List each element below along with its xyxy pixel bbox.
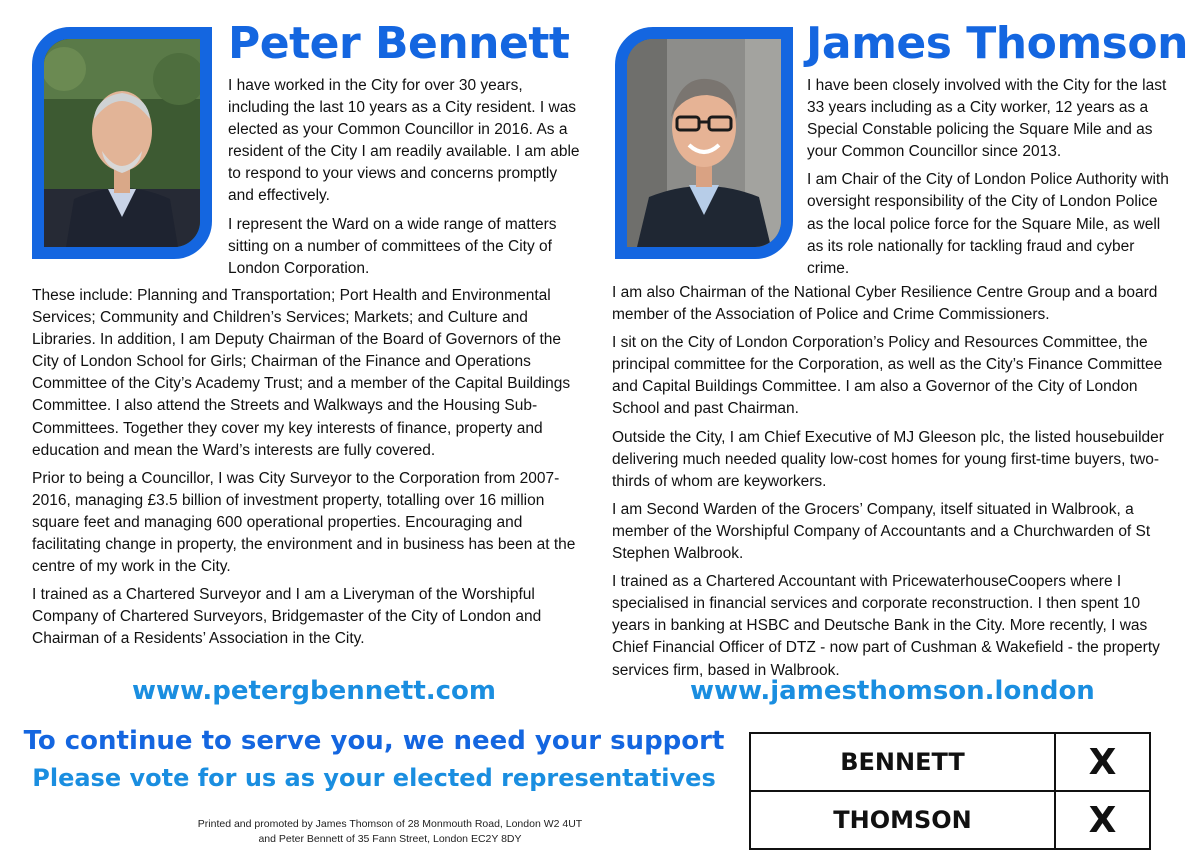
- bio-paragraph: I trained as a Chartered Surveyor and I am a Liveryman of the Worshipful Company of Chartered Surveyors, Bridgemaster of the City of London and Chairman of a Residents’ Association in the City.: [32, 586, 542, 648]
- candidate-name: Peter Bennett: [228, 18, 570, 69]
- intro-paragraph: I have been closely involved with the City for the last 33 years including as a City worker, 12 years as a Special Constable policing the Square Mile and as your Common Councillor since 2013.: [807, 77, 1167, 161]
- ballot-box: [749, 732, 1151, 850]
- intro-paragraph: I represent the Ward on a wide range of matters sitting on a number of committees of the City of London Corporation.: [228, 215, 557, 277]
- candidate-name: James Thomson: [806, 18, 1188, 69]
- candidate-bio: [32, 285, 580, 657]
- slogan-subheadline: Please vote for us as your elected representatives: [32, 764, 716, 792]
- candidate-photo-bennett: [32, 27, 212, 259]
- imprint-line: and Peter Bennett of 35 Fann Street, London EC2Y 8DY: [258, 833, 522, 845]
- candidate-intro: [228, 75, 580, 286]
- portrait-thomson-image: [627, 39, 781, 247]
- bio-paragraph: I sit on the City of London Corporation’s Policy and Resources Committee, the principal committee for the Corporation, as well as the City’s Finance Committee and Capital Buildings Committee. I am also a Governor of the City of London School and past Chairman.: [612, 334, 1163, 418]
- candidate-intro: [807, 75, 1177, 286]
- bio-paragraph: These include: Planning and Transportation; Port Health and Environmental Services; Community and Children’s Services; Markets; and Culture and Libraries. In addition, I am Deputy Chairman of the Board of Governors of the City of London School for Girls; Chairman of the Finance and Operations Committee of the City’s Academy Trust; and a member of the Capital Buildings Committee. I also attend the Streets and Walkways and the Housing Sub-Committees. Together they cover my key interests of finance, property and education and mean the Ward’s interests are fully covered.: [32, 287, 571, 459]
- ballot-row: [750, 791, 1150, 849]
- bio-paragraph: Prior to being a Councillor, I was City Surveyor to the Corporation from 2007-2016, managing £3.5 billion of investment property, totalling over 16 million square feet and managing 600 operational properties. Encouraging and facilitating change in property, the environment and in business has been at the centre of my work in the City.: [32, 469, 576, 576]
- ballot-vote-mark: X: [1055, 791, 1150, 849]
- bio-paragraph: I am also Chairman of the National Cyber Resilience Centre Group and a board member of the Association of Police and Crime Commissioners.: [612, 284, 1158, 324]
- bio-paragraph: I trained as a Chartered Accountant with PricewaterhouseCoopers where I specialised in financial services and corporate reconstruction. I then spent 10 years in banking at HSBC and Deutsche Bank in the City. More recently, I was Chief Financial Officer of DTZ - now part of Cushman & Wakefield - the property services firm, based in Walbrook.: [612, 573, 1160, 679]
- ballot-row: [750, 733, 1150, 791]
- intro-paragraph: I am Chair of the City of London Police Authority with oversight responsibility of the City of London Police as the local police force for the Square Mile, as well as its role nationally for tackling fraud and cyber crime.: [807, 171, 1169, 277]
- website-link-thomson[interactable]: www.jamesthomson.london: [690, 676, 1095, 706]
- candidate-photo-thomson: [615, 27, 793, 259]
- imprint-line: Printed and promoted by James Thomson of 28 Monmouth Road, London W2 4UT: [197, 818, 583, 830]
- candidate-bio: [612, 282, 1177, 688]
- imprint-notice: [160, 817, 620, 847]
- portrait-bennett-image: [44, 39, 200, 247]
- website-link-bennett[interactable]: www.petergbennett.com: [132, 676, 497, 706]
- bio-paragraph: Outside the City, I am Chief Executive of MJ Gleeson plc, the listed housebuilder delivering much needed quality low-cost homes for young first-time buyers, two-thirds of whom are keyworkers.: [612, 428, 1164, 490]
- ballot-vote-mark: X: [1055, 733, 1150, 791]
- slogan-headline: To continue to serve you, we need your support: [23, 726, 725, 756]
- intro-paragraph: I have worked in the City for over 30 years, including the last 10 years as a City resident. I was elected as your Common Councillor in 2016. As a resident of the City I am readily available. I am able to respond to your views and concerns promptly and effectively.: [228, 77, 580, 205]
- ballot-candidate-name: THOMSON: [750, 791, 1055, 849]
- ballot-candidate-name: BENNETT: [750, 733, 1055, 791]
- bio-paragraph: I am Second Warden of the Grocers’ Company, itself situated in Walbrook, a member of the Worshipful Company of Accountants and a Churchwarden of St Stephen Walbrook.: [612, 500, 1151, 563]
